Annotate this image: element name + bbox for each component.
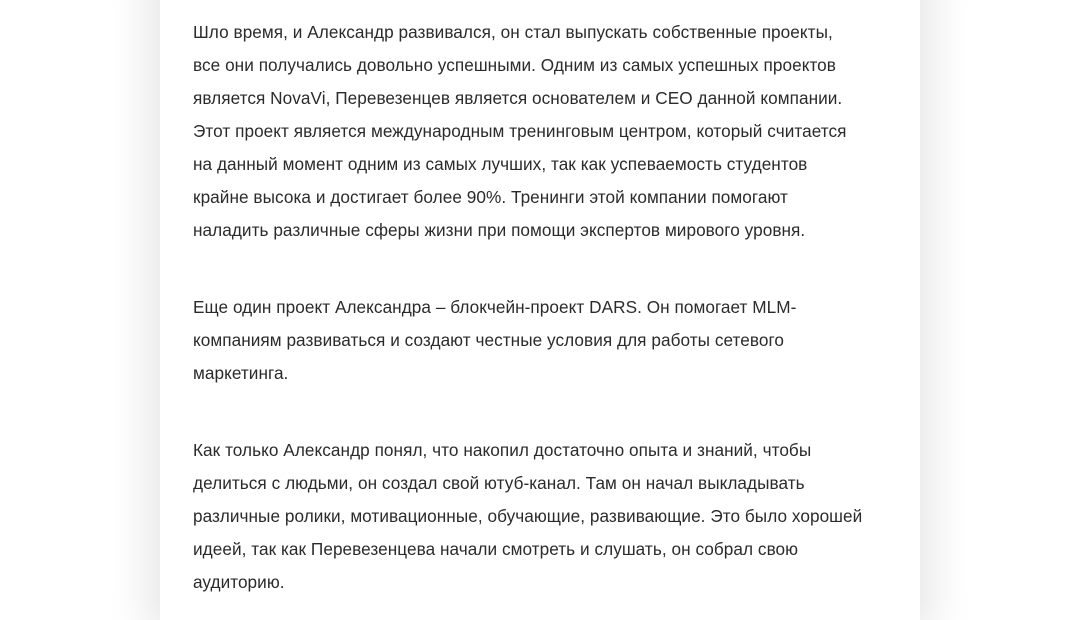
text-line: маркетинга. bbox=[193, 363, 289, 383]
text-line: является NovaVi, Перевезенцев является основателем и CEO данной компании. bbox=[193, 88, 843, 108]
text-line: наладить различные сферы жизни при помощи экспертов мирового уровня. bbox=[193, 220, 806, 240]
text-line: Еще один проект Александра – блокчейн-проект DARS. Он помогает MLM- bbox=[193, 297, 797, 317]
text-line: различные ролики, мотивационные, обучающие, развивающие. Это было хорошей bbox=[193, 506, 863, 526]
text-line: Как только Александр понял, что накопил достаточно опыта и знаний, чтобы bbox=[193, 440, 812, 460]
article-paragraph bbox=[193, 16, 893, 247]
text-line: крайне высока и достигает более 90%. Тренинги этой компании помогают bbox=[193, 187, 788, 207]
text-line: компаниям развиваться и создают честные условия для работы сетевого bbox=[193, 330, 785, 350]
text-line: Этот проект является международным тренинговым центром, который считается bbox=[193, 121, 847, 141]
text-line: на данный момент одним из самых лучших, так как успеваемость студентов bbox=[193, 154, 808, 174]
text-line: аудиторию. bbox=[193, 572, 285, 592]
text-line: все они получались довольно успешными. Одним из самых успешных проектов bbox=[193, 55, 836, 75]
text-line: идеей, так как Перевезенцева начали смотреть и слушать, он собрал свою bbox=[193, 539, 799, 559]
article-paragraph bbox=[193, 434, 893, 599]
article-paragraph bbox=[193, 291, 893, 390]
article-body bbox=[193, 16, 893, 599]
text-line: Шло время, и Александр развивался, он стал выпускать собственные проекты, bbox=[193, 22, 833, 42]
text-line: делиться с людьми, он создал свой ютуб-канал. Там он начал выкладывать bbox=[193, 473, 805, 493]
